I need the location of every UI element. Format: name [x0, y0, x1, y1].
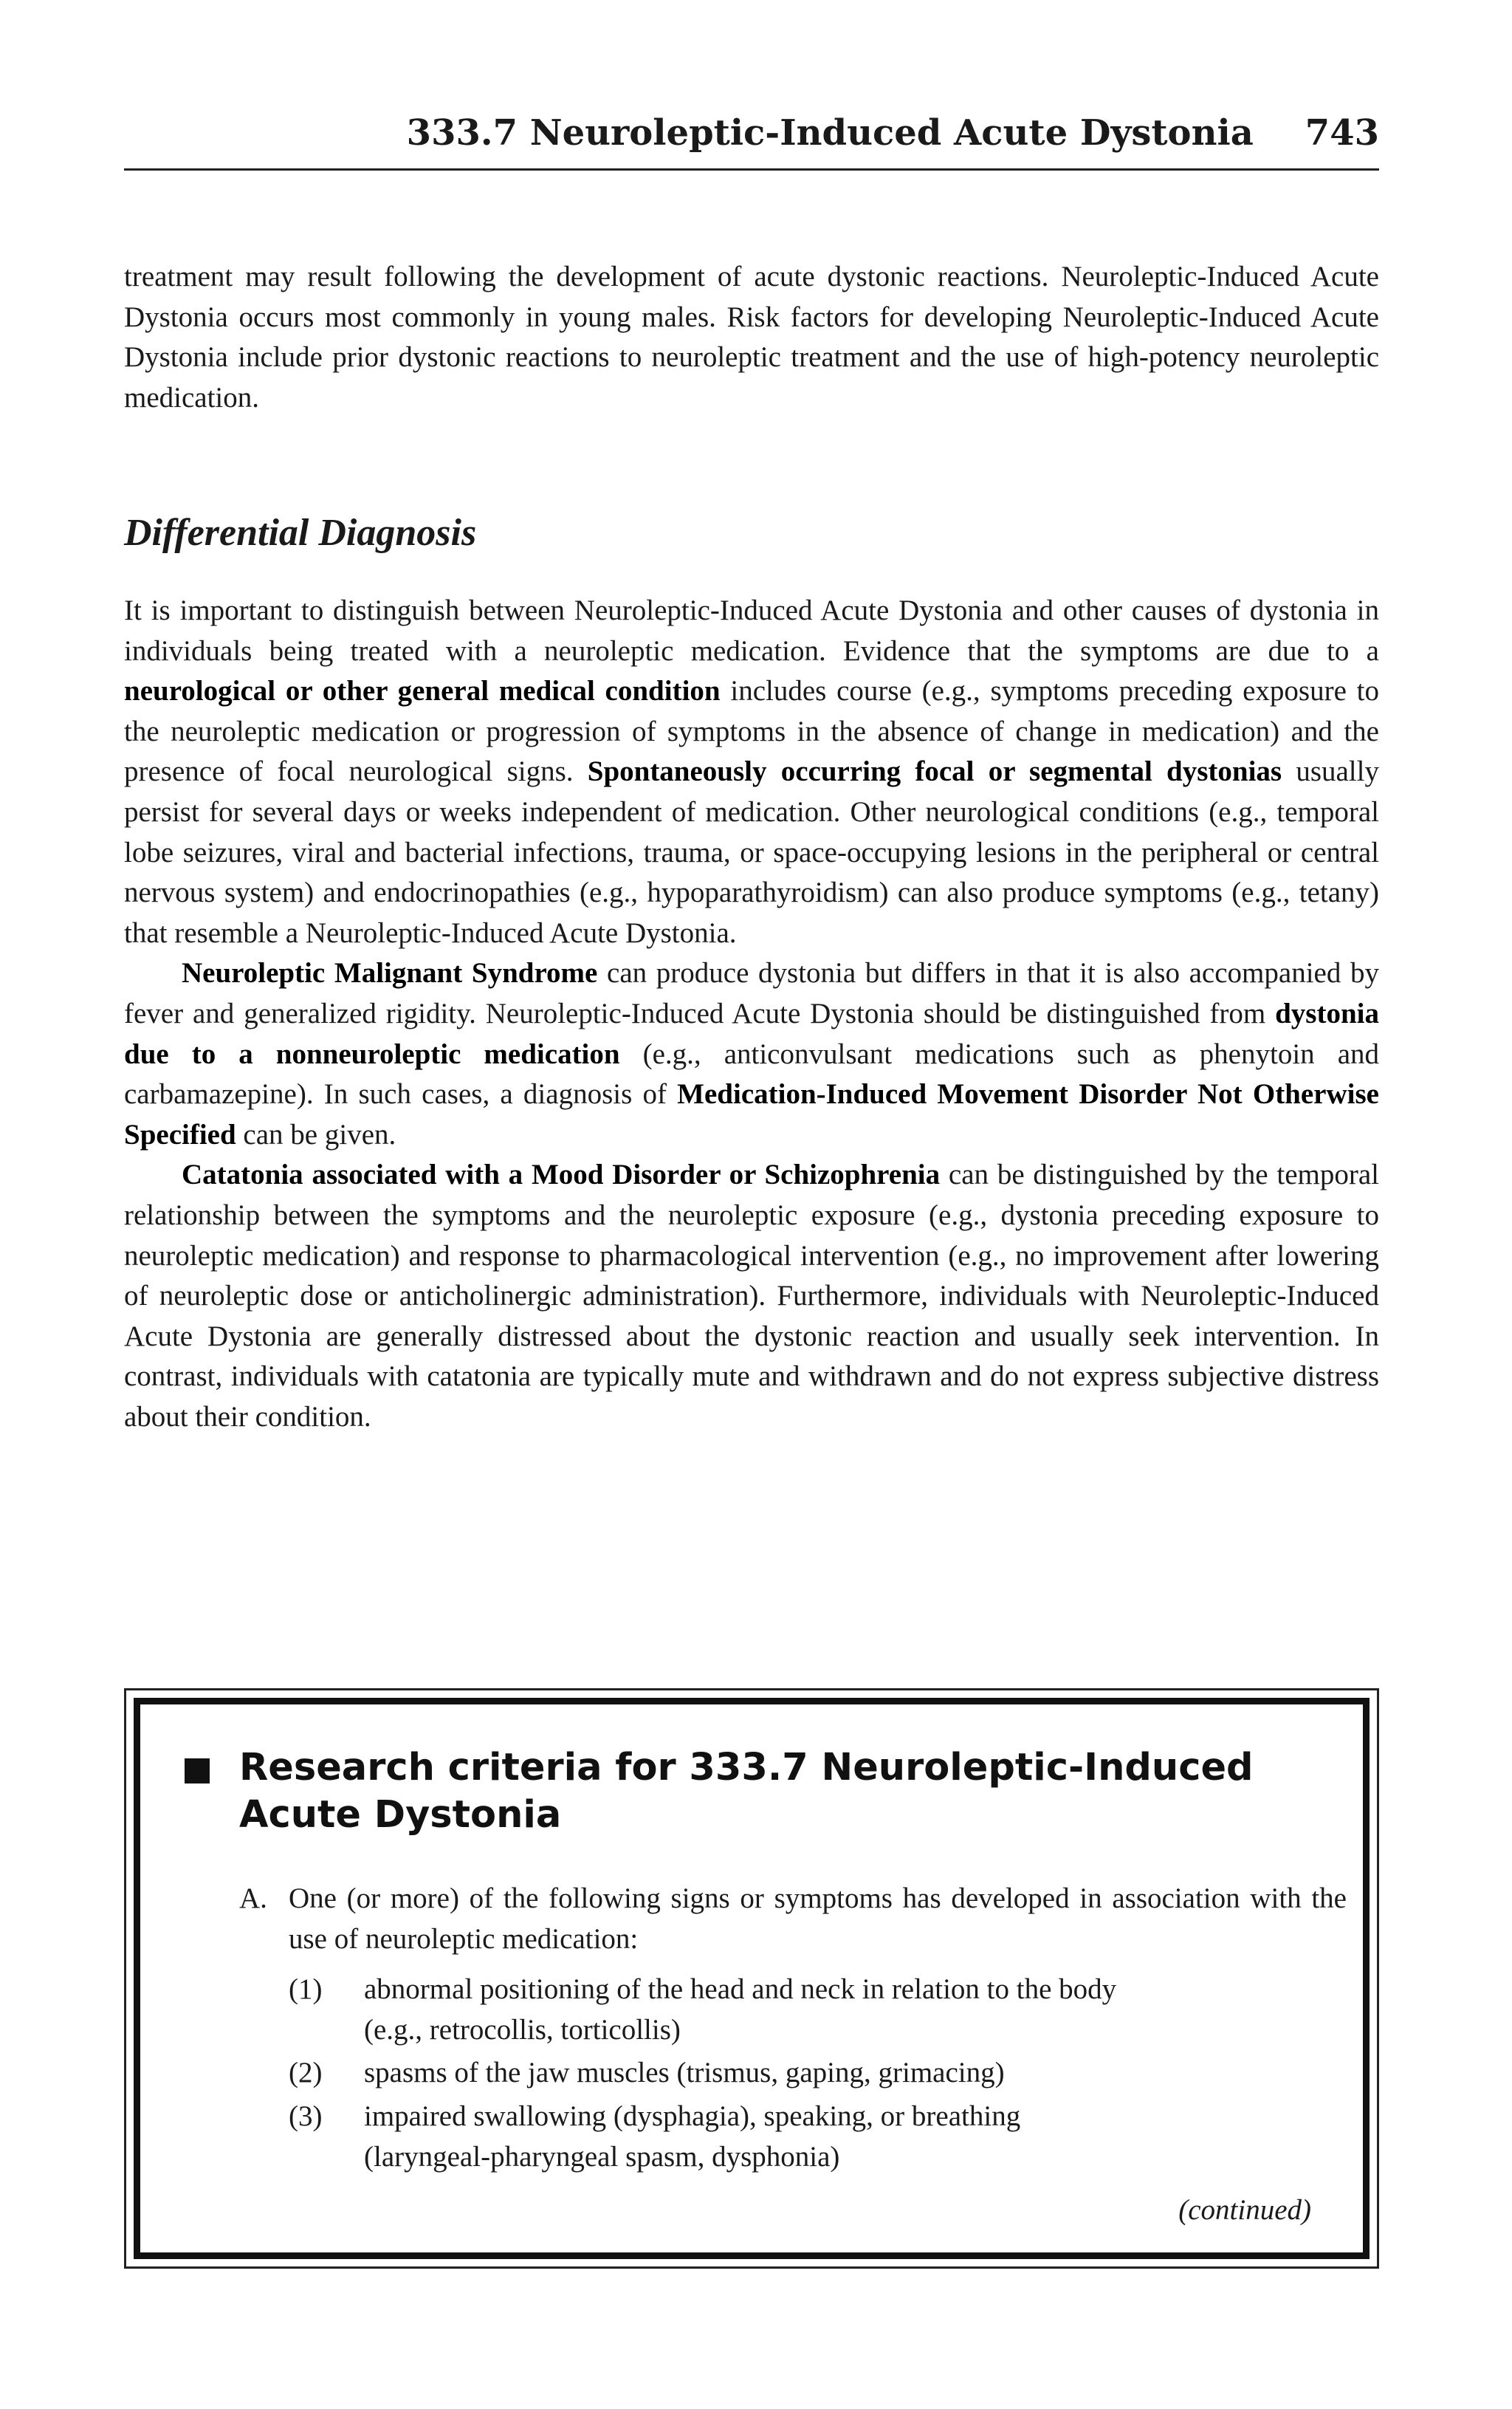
criterion-a-list	[289, 1970, 1347, 2177]
bold-term: neurological or other general medical condition	[124, 675, 721, 707]
list-item-number: (2)	[289, 2057, 323, 2089]
list-item	[289, 2053, 1347, 2094]
square-bullet-icon	[185, 1758, 210, 1783]
criteria-title-line-2: Acute Dystonia	[239, 1793, 562, 1837]
criteria-box	[124, 1688, 1379, 2269]
criteria-title-line-1: Research criteria for 333.7 Neuroleptic-Induced	[239, 1746, 1254, 1789]
page-number: 743	[1305, 112, 1379, 154]
text-run: can be given.	[236, 1118, 396, 1151]
bold-term: Catatonia associated with a Mood Disorder or Schizophrenia	[182, 1159, 941, 1191]
text-run: treatment may result following the development of acute dystonic reactions. Neuroleptic-Induced Acute Dystonia occurs most commonly in young males. Risk factors for developing Neuroleptic-Induced Acute Dystonia include prior dystonic reactions to neuroleptic treatment and the use of high-potency neuroleptic medication.	[124, 261, 1379, 414]
criteria-box-inner-frame	[134, 1698, 1370, 2259]
list-item-number: (3)	[289, 2100, 323, 2132]
intro-paragraph-block	[124, 257, 1379, 418]
text-run: includes course (e.g., symptoms preceding exposure to the neuroleptic medication or progression of symptoms in the absence of change in medication) and the presence of focal neurological signs.	[124, 675, 1379, 788]
list-item-line-2: (laryngeal-pharyngeal spasm, dysphonia)	[364, 2140, 840, 2173]
criteria-title	[239, 1744, 1332, 1839]
header-rule	[124, 168, 1379, 171]
text-run: can be distinguished by the temporal relationship between the symptoms and the neuroleptic exposure (e.g., dystonia preceding exposure to neuroleptic medication) and response to pharmacological intervention (e.g., no improvement after lowering of neuroleptic dose or anticholinergic administration). Furthermore, individuals with Neuroleptic-Induced Acute Dystonia are generally distressed about the dystonic reaction and usually seek intervention. In contrast, individuals with catatonia are typically mute and withdrawn and do not express subjective distress about their condition.	[124, 1159, 1380, 1433]
differential-paragraph-3	[124, 1155, 1379, 1437]
running-header	[124, 111, 1379, 155]
criterion-a	[239, 1879, 1347, 2180]
text-run: (e.g., anticonvulsant medications such as phenytoin and carbamazepine). In such cases, a diagnosis of	[124, 1038, 1380, 1111]
running-header-title: 333.7 Neuroleptic-Induced Acute Dystonia	[406, 112, 1254, 154]
bold-term: Medication-Induced Movement Disorder Not Otherwise Specified	[124, 1078, 1379, 1151]
section-heading: Differential Diagnosis	[124, 512, 477, 554]
list-item-line-2: (e.g., retrocollis, torticollis)	[364, 2013, 681, 2046]
text-run: It is important to distinguish between Neuroleptic-Induced Acute Dystonia and other causes of dystonia in individuals being treated with a neuroleptic medication. Evidence that the symptoms are due to a	[124, 594, 1379, 667]
list-item-line-1: impaired swallowing (dysphagia), speaking, or breathing	[364, 2100, 1021, 2132]
differential-paragraph-2	[124, 953, 1379, 1155]
list-item-line-1: abnormal positioning of the head and neck in relation to the body	[364, 1973, 1117, 2006]
intro-paragraph	[124, 257, 1379, 418]
text-run: can produce dystonia but differs in that it is also accompanied by fever and generalized rigidity. Neuroleptic-Induced Acute Dystonia should be distinguished from	[124, 957, 1379, 1029]
list-item	[289, 1970, 1347, 2050]
list-item-number: (1)	[289, 1973, 323, 2006]
list-item	[289, 2097, 1347, 2177]
bold-term: Neuroleptic Malignant Syndrome	[182, 957, 598, 990]
list-item-line-1: spasms of the jaw muscles (trismus, gaping, grimacing)	[364, 2057, 1005, 2089]
text-run: usually persist for several days or weeks independent of medication. Other neurological conditions (e.g., temporal lobe seizures, viral and bacterial infections, trauma, or space-occupying lesions in the peripheral or central nervous system) and endocrinopathies (e.g., hypoparathyroidism) can also produce symptoms (e.g., tetany) that resemble a Neuroleptic-Induced Acute Dystonia.	[124, 755, 1379, 949]
bold-term: dystonia due to a nonneuroleptic medication	[124, 997, 1379, 1070]
criterion-letter: A.	[239, 1882, 267, 1914]
criterion-a-text: One (or more) of the following signs or symptoms has developed in association with the use of neuroleptic medication:	[289, 1882, 1347, 1955]
continued-label: (continued)	[1178, 2194, 1311, 2226]
differential-paragraph-1	[124, 591, 1379, 953]
differential-diagnosis-text	[124, 591, 1379, 1437]
bold-term: Spontaneously occurring focal or segmental dystonias	[587, 755, 1282, 788]
